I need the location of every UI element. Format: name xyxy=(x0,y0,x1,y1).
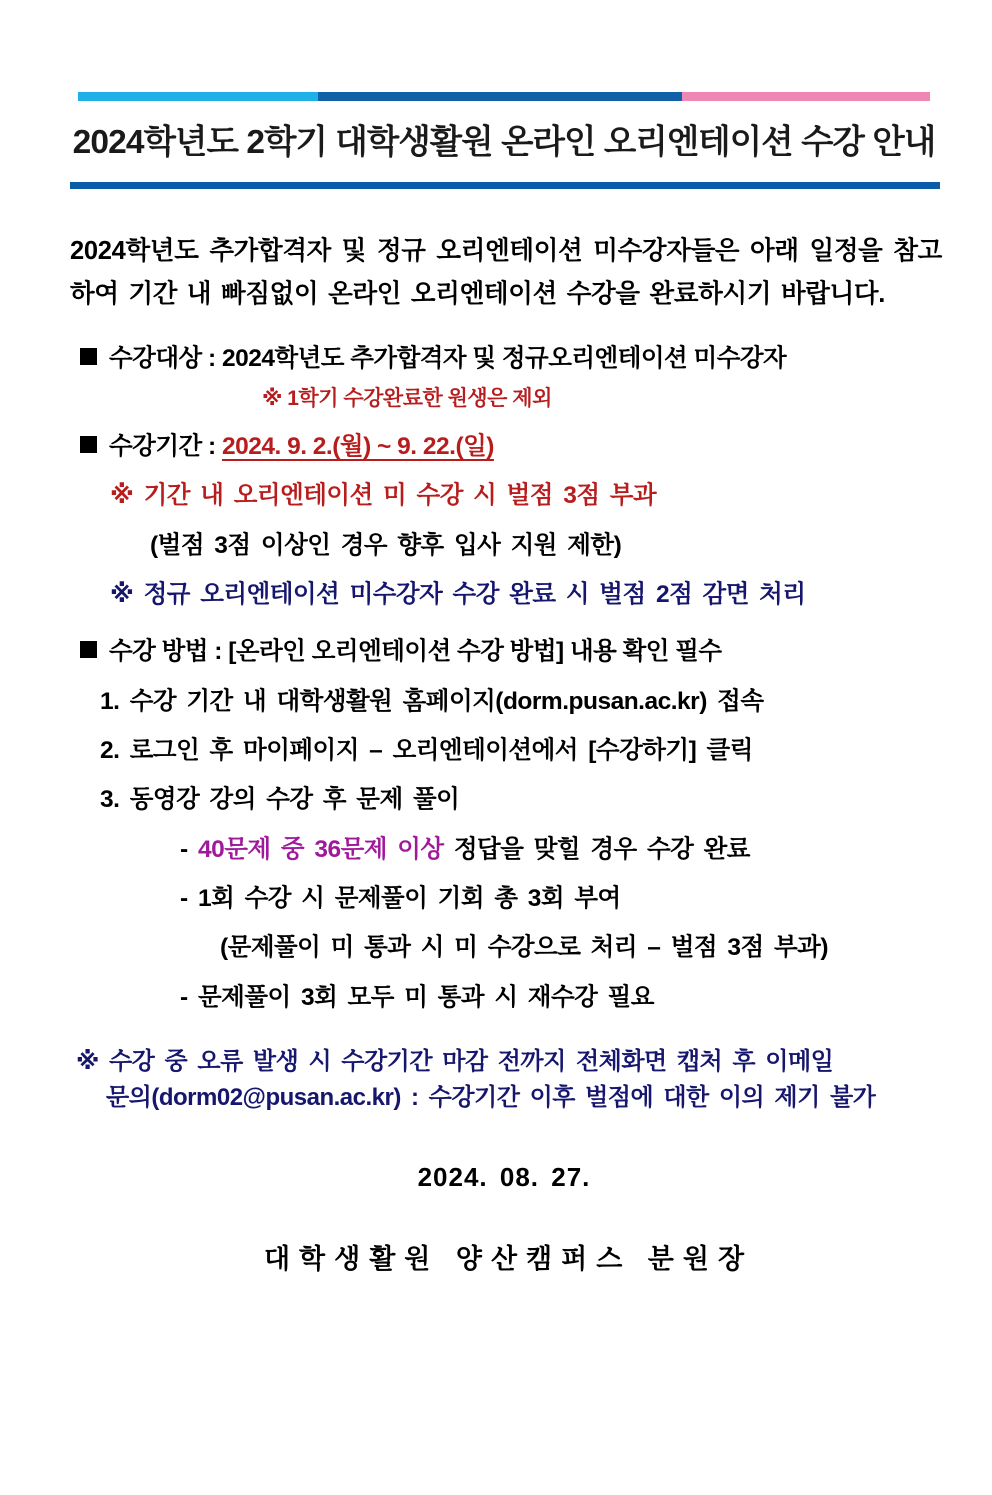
section-target-value: 2024학년도 추가합격자 및 정규오리엔테이션 미수강자 xyxy=(221,345,787,373)
dash-marker: - xyxy=(180,884,188,912)
section-period xyxy=(80,430,930,463)
dash-marker: - xyxy=(180,835,188,863)
notice-page xyxy=(0,92,992,1495)
period-reduction-note: ※ 정규 오리엔테이션 미수강자 수강 완료 시 벌점 2점 감면 처리 xyxy=(110,581,806,609)
notice-body xyxy=(62,342,930,1014)
section-target-label: 수강대상 : xyxy=(109,345,216,373)
advisory-block xyxy=(76,1044,930,1116)
advisory-line-2: 문의(dorm02@pusan.ac.kr) : 수강기간 이후 벌점에 대한 이의 제기 불가 xyxy=(106,1083,876,1111)
dash-marker: - xyxy=(180,983,188,1011)
header-bottom-rule xyxy=(70,182,940,189)
method-step-3: 3. 동영강 강의 수강 후 문제 풀이 xyxy=(100,786,460,814)
footer-block xyxy=(70,1162,938,1276)
section-method-label: 수강 방법 : xyxy=(109,638,222,666)
method-subitem-2-note: (문제풀이 미 통과 시 미 수강으로 처리 – 벌점 3점 부과) xyxy=(220,934,828,962)
section-method-value: [온라인 오리엔테이션 수강 방법] 내용 확인 필수 xyxy=(228,638,722,666)
method-step-2: 2. 로그인 후 마이페이지 – 오리엔테이션에서 [수강하기] 클릭 xyxy=(100,736,753,764)
method-subitem-1 xyxy=(180,833,930,866)
header-rule-segment-cyan xyxy=(78,92,318,101)
intro-paragraph: 2024학년도 추가합격자 및 정규 오리엔테이션 미수강자들은 아래 일정을 참고하여 기간 내 빠짐없이 온라인 오리엔테이션 수강을 완료하시기 바랍니다. xyxy=(70,236,942,309)
square-bullet-icon xyxy=(80,641,97,658)
section-target-note: ※ 1학기 수강완료한 원생은 제외 xyxy=(262,386,552,410)
method-step-1: 1. 수강 기간 내 대학생활원 홈페이지(dorm.pusan.ac.kr) 접속 xyxy=(100,687,764,715)
header-rule-segment-pink xyxy=(682,92,930,101)
issue-date: 2024. 08. 27. xyxy=(417,1161,591,1192)
title-container xyxy=(70,101,938,173)
section-period-value: 2024. 9. 2.(월) ~ 9. 22.(일) xyxy=(221,433,494,461)
method-subitem-2-rest: 1회 수강 시 문제풀이 기회 총 3회 부여 xyxy=(197,884,621,912)
header-top-rule xyxy=(78,92,930,101)
section-target-text xyxy=(109,342,786,375)
period-penalty-subnote: (벌점 3점 이상인 경우 향후 입사 지원 제한) xyxy=(150,531,622,559)
method-subitem-3 xyxy=(180,981,930,1014)
method-subitem-1-rest: 정답을 맞힐 경우 수강 완료 xyxy=(443,835,750,863)
issuing-organization: 대학생활원 양산캠퍼스 분원장 xyxy=(263,1243,754,1274)
advisory-line-1: ※ 수강 중 오류 발생 시 수강기간 마감 전까지 전체화면 캡처 후 이메일 xyxy=(76,1047,834,1075)
section-target xyxy=(80,342,930,375)
header-rule-segment-blue xyxy=(318,92,682,101)
section-period-label: 수강기간 : xyxy=(109,433,216,461)
page-title: 2024학년도 2학기 대학생활원 온라인 오리엔테이션 수강 안내 xyxy=(72,124,936,161)
square-bullet-icon xyxy=(80,436,97,453)
section-method xyxy=(80,635,930,668)
method-subitem-2 xyxy=(180,882,930,915)
method-subitem-1-highlight: 40문제 중 36문제 이상 xyxy=(197,835,444,863)
section-period-text xyxy=(109,430,494,463)
section-method-text xyxy=(109,635,722,668)
square-bullet-icon xyxy=(80,348,97,365)
period-penalty-note: ※ 기간 내 오리엔테이션 미 수강 시 벌점 3점 부과 xyxy=(110,482,657,510)
method-subitem-3-rest: 문제풀이 3회 모두 미 통과 시 재수강 필요 xyxy=(197,983,654,1011)
